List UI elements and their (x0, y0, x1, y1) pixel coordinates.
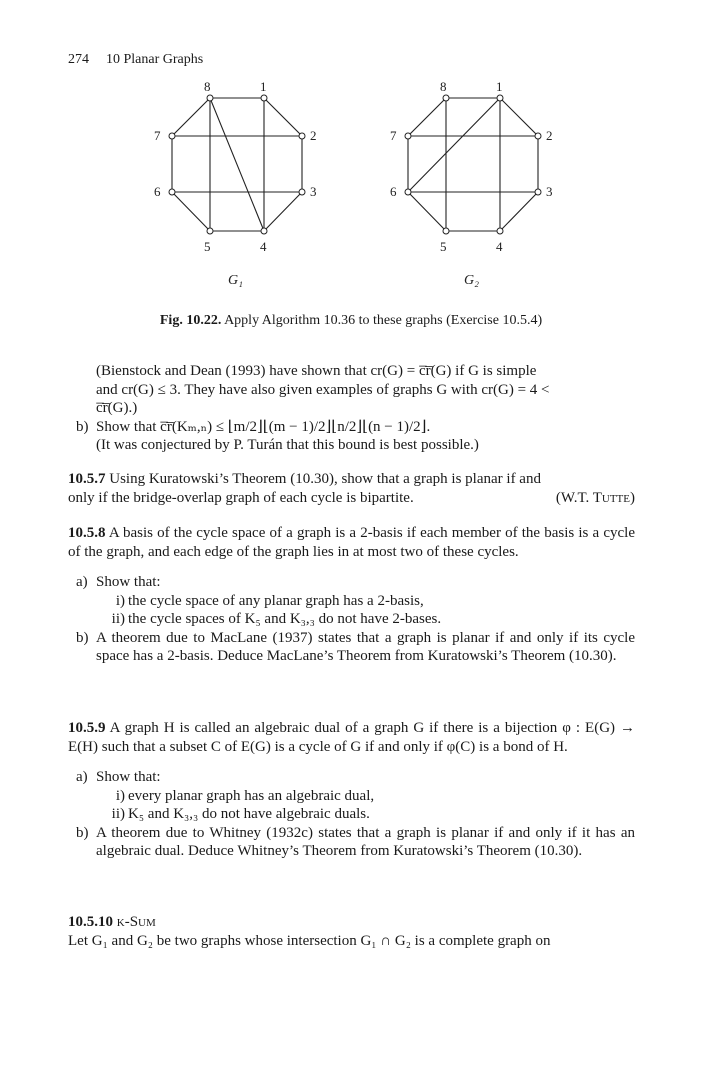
part-b-text: A theorem due to MacLane (1937) states that a graph is planar if and only if its cycle space has a 2-basis. Deduce MacLane’s Theorem from Kuratowski’s Theorem (10.30). (96, 629, 635, 664)
part-a-ii-text: the cycle spaces of K₅ and K₃,₃ do not have 2-bases. (128, 611, 442, 627)
part-b-label: b) (76, 629, 89, 646)
part-a (68, 768, 635, 787)
part-b-label: b) (76, 824, 89, 841)
part-a-text: Show that: (96, 769, 161, 785)
g1-vertex-6 (169, 189, 175, 195)
part-a-i-text: every planar graph has an algebraic dual, (128, 787, 375, 804)
exercise-text-line-2: only if the bridge-overlap graph of each cycle is bipartite. (68, 489, 414, 506)
g1-name: G₁ (228, 273, 243, 288)
g1-edges (172, 98, 302, 231)
part-a-ii-label: ii) (111, 611, 125, 627)
part-b-line-2: (It was conjectured by P. Turán that this bound is best possible.) (96, 437, 479, 453)
part-a-text: Show that: (96, 574, 161, 590)
g2-vertex-6 (405, 189, 411, 195)
part-b (68, 418, 635, 455)
part-a-i (68, 592, 635, 611)
g2-label-7: 7 (390, 128, 397, 143)
caption-label: Fig. 10.22. (159, 313, 222, 328)
bienstock-remark-line-2: and cr(G) ≤ 3. They have also given examples of graphs G with cr(G) = 4 < (96, 381, 550, 398)
g1-vertex-8 (207, 95, 213, 101)
exercise-10-5-7 (68, 470, 635, 507)
g1-label-2: 2 (310, 128, 317, 143)
exercise-title: k-Sum (116, 914, 156, 930)
g1-label-7: 7 (154, 128, 161, 143)
g1-vertex-2 (299, 133, 305, 139)
exercise-text: A graph H is called an algebraic dual of a graph G if there is a bijection φ : E(G) → E(H) such that a subset C of E(G) is a cycle of G if and only if φ(C) is a bond of H. (68, 720, 635, 755)
exercise-number: 10.5.9 (68, 720, 106, 736)
g2-vertex-1 (497, 95, 503, 101)
g2-label-3: 3 (546, 184, 553, 199)
g2-label-6: 6 (390, 184, 397, 199)
figure-caption (0, 313, 702, 329)
exercise-10-5-8 (68, 524, 635, 666)
part-a-ii-label: ii) (111, 806, 125, 822)
part-b-text: A theorem due to Whitney (1932c) states that a graph is planar if and only if it has an algebraic dual. Deduce Whitney’s Theorem from Kuratowski’s Theorem (10.30). (96, 824, 635, 859)
g1-label-5: 5 (204, 239, 211, 254)
part-b (68, 629, 635, 666)
part-b-line-1: Show that c̅r̅(Kₘ,ₙ) ≤ ⌊m/2⌋⌊(m − 1)/2⌋⌊n/2⌋⌊(n − 1)/2⌋. (96, 418, 431, 435)
part-a-ii-text: K₅ and K₃,₃ do not have algebraic duals. (128, 806, 370, 822)
g2-label-1: 1 (496, 79, 503, 94)
g2-label-8: 8 (440, 79, 447, 94)
g1-vertex-1 (261, 95, 267, 101)
g1-label-3: 3 (310, 184, 317, 199)
running-header (68, 52, 203, 68)
part-a-label: a) (76, 769, 88, 785)
g1-vertex-7 (169, 133, 175, 139)
g2-vertex-3 (535, 189, 541, 195)
g2-vertex-5 (443, 228, 449, 234)
g2-label-4: 4 (496, 239, 503, 254)
part-a-i-text: the cycle space of any planar graph has a 2-basis, (128, 592, 424, 609)
part-a-label: a) (76, 574, 88, 590)
part-a-i-label: i) (115, 787, 125, 804)
g2-vertex-4 (497, 228, 503, 234)
g2-vertex-2 (535, 133, 541, 139)
exercise-attribution: (W.T. Tutte) (555, 489, 635, 506)
g1-vertex-5 (207, 228, 213, 234)
exercise-text: A basis of the cycle space of a graph is a 2-basis if each member of the basis is a cycle of the graph, and each edge of the graph lies in at most two of these cycles. (68, 525, 635, 560)
g2-edges (408, 98, 538, 231)
g1-label-6: 6 (154, 184, 161, 199)
exercise-number: 10.5.8 (68, 525, 106, 541)
g2-label-2: 2 (546, 128, 553, 143)
g2-name: G₂ (464, 273, 479, 288)
g2-vertex-8 (443, 95, 449, 101)
exercise-number: 10.5.10 (68, 914, 113, 930)
g1-label-1: 1 (260, 79, 267, 94)
g1-vertex-3 (299, 189, 305, 195)
bienstock-remark-line-1: (Bienstock and Dean (1993) have shown that cr(G) = c̅r̅(G) if G is simple (96, 363, 537, 379)
graph-g1 (148, 78, 328, 293)
chapter-title: 10 Planar Graphs (106, 52, 204, 67)
caption-text: Apply Algorithm 10.36 to these graphs (Exercise 10.5.4) (224, 313, 543, 328)
part-a-ii (68, 610, 635, 629)
part-b-label: b) (76, 418, 89, 435)
bienstock-remark-line-3: c̅r̅(G).) (96, 400, 138, 416)
graph-g2 (384, 78, 564, 293)
part-a (68, 573, 635, 592)
part-a-i (68, 787, 635, 806)
g2-label-5: 5 (440, 239, 447, 254)
exercise-text-line-1: Using Kuratowski’s Theorem (10.30), show that a graph is planar if and (109, 471, 541, 487)
g1-label-8: 8 (204, 79, 211, 94)
part-a-ii (68, 805, 635, 824)
exercise-10-5-10 (68, 913, 635, 950)
part-a-i-label: i) (115, 592, 125, 609)
g1-label-4: 4 (260, 239, 267, 254)
g1-vertex-4 (261, 228, 267, 234)
part-b (68, 824, 635, 861)
g2-vertex-7 (405, 133, 411, 139)
exercise-text-line-1: Let G₁ and G₂ be two graphs whose intersection G₁ ∩ G₂ is a complete graph on (68, 932, 551, 949)
exercise-10-5-9 (68, 719, 635, 861)
exercise-10-5-4-continued (68, 362, 635, 455)
exercise-number: 10.5.7 (68, 471, 106, 487)
page-number: 274 (68, 52, 89, 67)
